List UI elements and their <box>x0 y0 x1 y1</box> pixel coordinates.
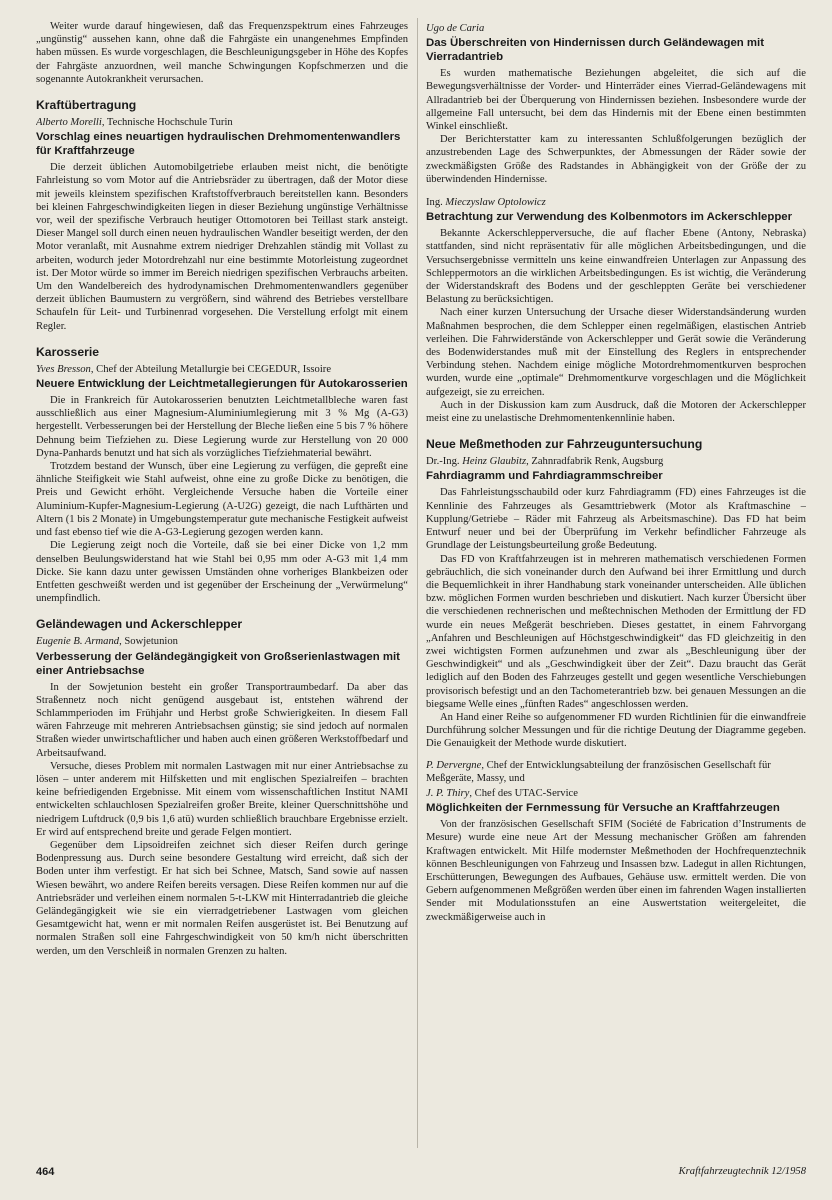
page-footer <box>36 1166 806 1182</box>
article-paragraph: Bekannte Ackerschlepperversuche, die auf flacher Ebene (Antony, Nebraska) stattfanden, sind nicht repräsentativ für alle möglichen Arbeitsbedingungen, und die Versuchsergebnisse vermitteln uns keine einwandfreien Unterlagen zur Anpassung des Schleppermotors an die wirklichen Arbeitsbedingungen. Es ist wichtig, die Veränderung der Widerstandskraft des Bodens und der geschleppten Geräte bei verschiedener Belastung zu berücksichtigen. <box>426 228 806 306</box>
article-title: Möglichkeiten der Fernmessung für Versuche an Kraftfahrzeugen <box>426 802 780 815</box>
author-name: Mieczyslaw Optolowicz <box>445 197 546 209</box>
author-line <box>426 196 806 209</box>
article-paragraph: Nach einer kurzen Untersuchung der Ursache dieser Widerstandsänderung wurden Maßnahmen besprochen, die dem Schlepper einen regelmäßigen, elastischen Antrieb verleihen. Die Fahrwiderstände von Ackerschlepper und Gerät sowie die Veränderung des Bodenwiderstandes muß mit der Einstellung des Reglers in entsprechender Verbindung stehen. Nachdem einige mögliche Motordrehmomentkurven besprochen wurden, wurde eine „optimale“ Drehmomentkurve vorgeschlagen und die Möglichkeit aufgezeigt, sie zu erreichen. <box>426 307 806 398</box>
article-paragraph: Die in Frankreich für Autokarosserien benutzten Leichtmetallbleche waren fast ausschließlich aus einer Magnesium-Aluminiumlegierung mit 3 % Mg (A-G3) hergestellt. Verbesserungen bei der Herstellung der Bleche ließen eine 5 bis 7 % höhere Dehnung beim Tiefziehen zu. Diese Legierung wurde zur Herstellung von 20 000 Dyna-Panhards benutzt und hat sich als vorzügliches Tiefziehmaterial bewährt. <box>36 395 408 459</box>
author-line <box>36 116 408 129</box>
author-affiliation: , Chef des UTAC-Service <box>469 787 578 799</box>
author-line <box>36 635 408 648</box>
author-line <box>426 455 806 468</box>
page-number: 464 <box>36 1166 55 1178</box>
author-affiliation: , Technische Hochschule Turin <box>101 117 233 129</box>
article-paragraph: Versuche, dieses Problem mit normalen Lastwagen mit nur einer Antriebsachse zu lösen – unter anderem mit Hilfsketten und mit englischen Spezialreifen – brachten keine befriedigenden Ergebnisse. Mit einem vom wissenschaftlichen Institut NAMI entwickelten schlauchlosen Spezialreifen großer Breite, kleiner Querschnittshöhe und niedrigem Luftdruck (0,9 bis 1,6 atü) wurden schließlich brauchbare Ergebnisse erzielt. Er wird auf entsprechend breite und gerade Felgen montiert. <box>36 760 408 838</box>
author-name: P. Dervergne <box>426 759 482 771</box>
article-title: Vorschlag eines neuartigen hydraulischen Drehmomentenwandlers für Kraftfahrzeuge <box>36 131 401 158</box>
article-title: Neuere Entwicklung der Leichtmetallegierungen für Autokarosserien <box>36 378 408 391</box>
author-affiliation: , Zahnradfabrik Renk, Augsburg <box>526 456 664 468</box>
article-paragraph: Die Legierung zeigt noch die Vorteile, daß sie bei einer Dicke von 1,2 mm denselben Beulungswiderstand hat wie Stahl bei 0,95 mm oder A-G3 mit 1,4 mm Dicke. Sie kann dazu unter gewissen Umständen ohne vorheriges Blankbeizen oder Entfetten geschweißt werden und ist gegenüber der Erscheinung der „Verwürmelung“ unempfindlich. <box>36 540 408 605</box>
article-paragraph: Das FD von Kraftfahrzeugen ist in mehreren mathematisch verschiedenen Formen gebräuchlich, die sich voneinander durch den Aufwand bei ihrer Ermittlung und durch die Bequemlichkeit in ihrer Handhabung stark voneinander unterscheiden. Alle üblichen bzw. möglichen Formen wurden beschrieben und diskutiert. Nach kurzer Übersicht über die verschiedenen rechnerischen und meßtechnischen Methoden der Ermittlung der FD wurde ein neues Meßgerät beschrieben. Dieses gestattet, in einem Fahrvorgang „Anfahren und Beschleunigen auf Höchstgeschwindigkeit“ das FD gleichzeitig in den zwei wichtigsten Formen aufzunehmen und zwar als „Beschleunigung über der Geschwindigkeit“ und als „Geschwindigkeit über der Zeit“. Dazu braucht das Gerät lediglich auf den Boden des Fahrzeuges gestellt und gegen wesentliche Verschiebungen provisorisch befestigt und an den Tachometerantrieb bzw. bei genauen Messungen an die biegsame Welle eines „fünften Rades“ angeschlossen werden. <box>426 553 806 710</box>
article-paragraph: An Hand einer Reihe so aufgenommener FD wurden Richtlinien für die einwandfreie Durchführung solcher Messungen und für die richtige Deutung der Diagramme gegeben. Die Genauigkeit der Methode wurde diskutiert. <box>426 711 806 750</box>
author-line <box>426 759 806 785</box>
author-name: Ugo de Caria <box>426 23 485 34</box>
article-paragraph: Der Berichterstatter kam zu interessanten Schlußfolgerungen bezüglich der anzustrebenden Lage des Schwerpunktes, der Abmessungen der Räder sowie der zweckmäßigsten Größe des Radstandes in Abhängigkeit von der Größe der zu überwindenden Hindernisse. <box>426 134 806 185</box>
author-name: Alberto Morelli <box>36 117 102 129</box>
right-column <box>426 20 806 1152</box>
journal-citation: Kraftfahrzeugtechnik 12/1958 <box>678 1166 806 1177</box>
article-title: Fahrdiagramm und Fahrdiagrammschreiber <box>426 470 663 483</box>
left-column <box>36 20 408 1152</box>
author-affiliation: , Chef der Abteilung Metallurgie bei CEGEDUR, Issoire <box>90 363 332 375</box>
section-heading-gelaendewagen: Geländewagen und Ackerschlepper <box>36 617 243 632</box>
intro-paragraph: Weiter wurde darauf hingewiesen, daß das Frequenzspektrum eines Fahrzeuges „ungünstig“ aussehen kann, ohne daß die Fahrgäste ein unangenehmes Empfinden haben müssen. Es wurde vorgeschlagen, die Beschleunigungsgeber in Höhe des Kopfes der Fahrgäste anzuordnen, weil manche Schwingungen Kopfschmerzen und die sogenannte Autokrankheit verursachen. <box>36 21 408 85</box>
article-title: Betrachtung zur Verwendung des Kolbenmotors im Ackerschlepper <box>426 211 793 224</box>
article-paragraph: Das Fahrleistungsschaubild oder kurz Fahrdiagramm (FD) eines Fahrzeuges ist die Kennlinie des Fahrzeuges als Gesamttriebwerk (Motor als Kraftmaschine – Kupplung/Getriebe – Räder mit Fahrzeug als Arbeitsmaschine). Das FD hat beim Entwurf neuer und bei der Überprüfung im Verkehr befindlicher Fahrzeuge als Grundlage der Leistungsbeurteilung große Bedeutung. <box>426 487 806 552</box>
section-heading-karosserie: Karosserie <box>36 344 100 359</box>
author-prefix: Dr.-Ing. <box>426 456 463 468</box>
author-line <box>36 363 408 376</box>
author-name: J. P. Thiry <box>426 787 470 799</box>
author-affiliation: , Chef der Entwicklungsabteilung der französischen Gesellschaft für Meßgeräte, Massy, und <box>426 759 771 784</box>
author-name: Heinz Glaubitz <box>462 456 527 468</box>
article-paragraph: In der Sowjetunion besteht ein großer Transportraumbedarf. Da aber das Straßennetz noch nicht genügend ausgebaut ist, entstehen während der Schlammperioden im Frühjahr und Herbst große Schwierigkeiten. In diesem Fall wären Fahrzeuge mit mehreren Antriebsachsen günstig; sie sind jedoch auf normalen Straßen wieder unwirtschaftlicher und haben auch einen größeren Werkstoffbedarf und Arbeitsaufwand. <box>36 681 408 759</box>
section-heading-kraftuebertragung: Kraftübertragung <box>36 98 137 113</box>
author-affiliation: , Sowjetunion <box>119 636 178 648</box>
article-title: Verbesserung der Geländegängigkeit von Großserienlastwagen mit einer Antriebsachse <box>36 650 400 677</box>
author-prefix: Ing. <box>426 197 446 209</box>
column-divider <box>417 18 418 1148</box>
article-paragraph: Gegenüber dem Lipsoidreifen zeichnet sich dieser Reifen durch geringe Bodenpressung aus. Durch seine besondere Gestaltung wird erreicht, daß sich der Boden unter ihm verfestigt. Er hat sich bei Schnee, Matsch, Sand sowie auf nassen Wiesen bewährt, wo andere Reifen bereits versagen. Diese Reifen kommen nur auf die Antriebsräder und verleihen einem normalen 5-t-LKW mit Hinterradantrieb die gleiche Geländegängigkeit wie sie ein vierradgetriebener Lastwagen vom gleichen Gesamtgewicht hat, wenn er mit normalen Reifen ausgerüstet ist. Bei Benutzung auf normalen Straßen soll eine Fahrgeschwindigkeit von 50 km/h nicht überschritten werden, um den Verschleiß in normalen Grenzen zu halten. <box>36 839 408 957</box>
article-title: Das Überschreiten von Hindernissen durch Geländewagen mit Vierradantrieb <box>426 37 765 64</box>
author-name: Eugenie B. Armand <box>36 636 120 648</box>
article-paragraph: Auch in der Diskussion kam zum Ausdruck, daß die Motoren der Ackerschlepper meist eine zu unelastische Drehmomentenkennlinie haben. <box>426 399 806 425</box>
section-heading-messmethoden: Neue Meßmethoden zur Fahrzeuguntersuchung <box>426 437 703 452</box>
article-paragraph: Trotzdem bestand der Wunsch, über eine Legierung zu verfügen, die gepreßt eine ähnliche Steifigkeit wie Stahl aufweist, ohne eine zu große Dicke zu benötigen, die Preis und Gewicht erhöht. Vergleichende Versuche haben die Vorteile einer Aluminium-Kupfer-Magnesium-Legierung (A-U2G) gezeigt, die nach Lufthärten und Altern (1 bis 2 Monate) in Umgebungstemperatur gute mechanische Festigkeit aufweist und fast ebenso tief wie die A-G3-Legierung gezogen werden kann. <box>36 461 408 539</box>
author-line <box>426 787 806 800</box>
article-paragraph: Von der französischen Gesellschaft SFIM (Société de Fabrication d’Instruments de Mesure) wurde eine neue Art der Messung mechanischer Größen am fahrenden Kraftwagen entwickelt. Mit Hilfe modernster Meßmethoden der Hochfrequenztechnik können Beschleunigungen von Fahrzeug und Insassen bzw. Ladegut in allen Richtungen, Erschütterungen, Bewegungen des Aufbaues, Gehäuse usw. ermittelt werden. Die von Gebern aufgenommenen Meßgrößen werden über einen im fahrenden Wagen installierten Sender mit Modulationsstufen an eine Auswertstation weitergeleitet, die zweckmäßigerweise auch in <box>426 819 806 923</box>
article-paragraph: Es wurden mathematische Beziehungen abgeleitet, die sich auf die Bewegungsverhältnisse der Vorder- und Hinterräder eines Vierrad-Geländewagens mit Allradantrieb bei der Überquerung von Hindernissen beziehen. Insbesondere wurde der allgemeine Fall untersucht, bei dem das Hindernis mit der Ebene einen bestimmten Winkel einschließt. <box>426 68 806 133</box>
author-line <box>426 22 806 35</box>
author-name: Yves Bresson <box>36 363 91 375</box>
article-paragraph: Die derzeit üblichen Automobilgetriebe erlauben meist nicht, die benötigte Fahrleistung so vom Motor auf die Antriebsräder zu übertragen, daß der Motor diese mit jeweils kleinstem spezifischen Kraftstoffverbrauch bereitstellen kann. Besonders bei kleinen Fahrgeschwindigkeiten liegen in dieser Beziehung ungünstige Verhältnisse vor, weil der spezifische Verbrauch heutiger Ottomotoren bei Teillast stark ansteigt. Dieser Mangel soll durch einen neuen hydraulischen Wandler beseitigt werden, der den Motor veranlaßt, mit Ausnahme extrem niedriger Drehzahlen ständig mit Vollast zu arbeiten, wodurch jeder Motordrehzahl nur eine bestimmte Motorleistung zugeordnet ist. Der Motor würde so immer im Bereich niedrigen spezifischen Verbrauchs arbeiten. Um den Wandelbereich des hydrodynamischen Drehmomentenwandlers gegenüber derzeit üblichen Baumustern zu vergrößern, sind während des Betriebes verstellbare Schaufeln für Leit- und Turbinenrad vorgesehen. Die Verstellung erfolgt mit einem Regler. <box>36 162 408 332</box>
